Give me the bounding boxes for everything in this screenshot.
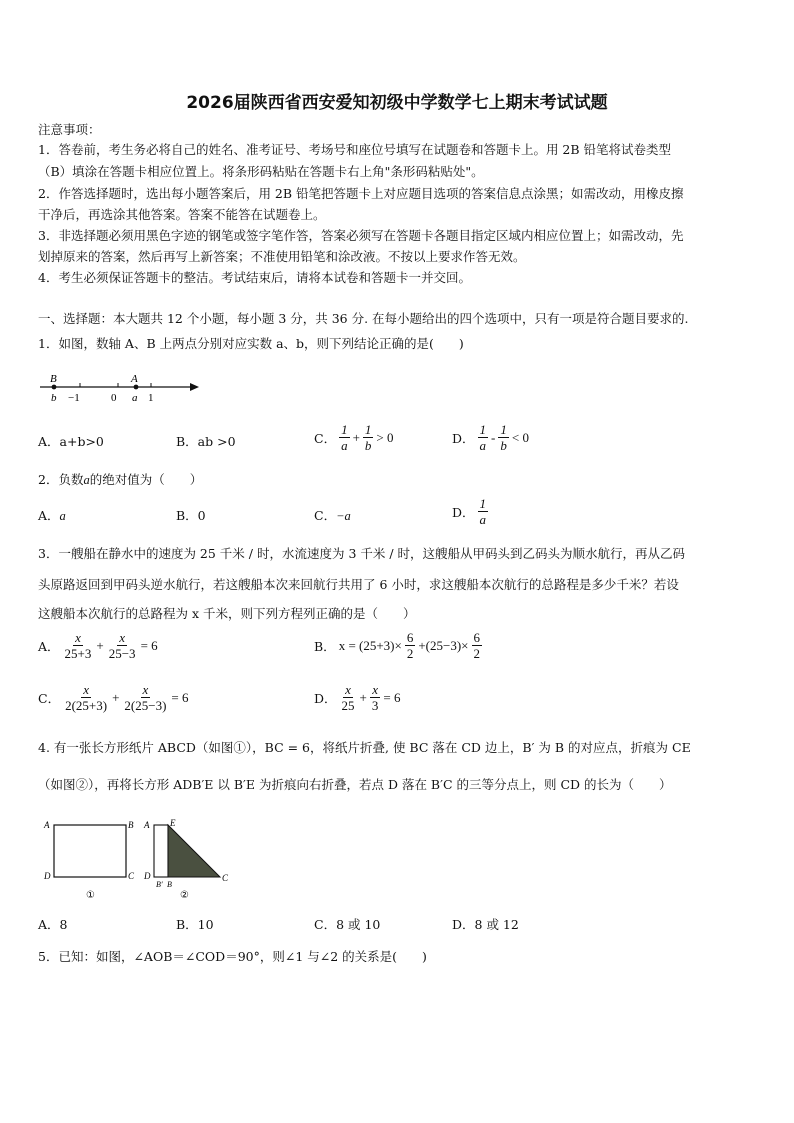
- vertex-A: A: [44, 820, 50, 830]
- q2-option-b[interactable]: B．0: [176, 508, 206, 523]
- fraction: $\frac{1}{b}$: [364, 422, 372, 453]
- question-3-line: 3．一艘船在静水中的速度为 25 千米 / 时，水流速度为 3 千米 / 时，这艘船从甲码头到乙码头为顺水航行，再从乙码: [38, 546, 686, 561]
- q3-option-c[interactable]: [38, 682, 189, 713]
- label-B: B: [50, 373, 57, 385]
- vertex-B: B: [167, 880, 172, 889]
- q1-option-a[interactable]: A．a+b>0: [38, 434, 104, 449]
- fraction: $\frac{x}{2(25-3)}$: [124, 682, 167, 713]
- notice-line: 3．非选择题必须用黑色字迹的钢笔或签字笔作答，答案必须写在答题卡各题目指定区域内相应位置上；如需改动，先: [38, 228, 684, 243]
- operator: +: [352, 429, 360, 445]
- vertex-C: C: [222, 873, 229, 883]
- vertex-B: B: [128, 820, 134, 830]
- label-a: a: [132, 392, 138, 404]
- figure-caption: ②: [180, 890, 189, 901]
- vertex-A: A: [144, 820, 150, 830]
- question-3-line: 头原路返回到甲码头逆水航行，若这艘船本次来回航行共用了 6 小时，求这艘船本次航行的总路程是多少千米？若设: [38, 577, 679, 592]
- figure-caption: ①: [86, 890, 95, 901]
- rectangle-figure-1: [40, 815, 140, 903]
- notice-line: 划掉原来的答案，然后再写上新答案；不准使用铅笔和涂改液。不按以上要求作答无效。: [38, 249, 526, 264]
- q2-option-c[interactable]: [314, 506, 351, 524]
- equals: = 6: [140, 637, 158, 653]
- notice-line: （B）填涂在答题卡相应位置上。将条形码粘贴在答题卡右上角"条形码粘贴处"。: [38, 164, 484, 179]
- option-label: D．: [452, 504, 475, 520]
- option-label: A．: [38, 638, 60, 654]
- option-label: C．: [38, 690, 61, 706]
- equals: = 6: [383, 689, 401, 705]
- fraction: $\frac{1}{a}$: [479, 496, 487, 527]
- fraction: $\frac{1}{a}$: [341, 422, 348, 453]
- label-minus-one: −1: [68, 392, 80, 404]
- question-1-stem: 1．如图，数轴 A、B 上两点分别对应实数 a、b，则下列结论正确的是( ): [38, 336, 464, 351]
- inequality: > 0: [376, 429, 394, 445]
- fraction: $\frac{x}{25}$: [341, 682, 355, 713]
- option-label: D．: [452, 430, 475, 446]
- fraction: $\frac{1}{a}$: [479, 422, 487, 453]
- vertex-D: D: [144, 871, 151, 881]
- expression: x = (25+3)×: [338, 637, 402, 653]
- fraction: $\frac{x}{2(25+3)}$: [65, 682, 108, 713]
- notice-line: 1．答卷前，考生务必将自己的姓名、准考证号、考场号和座位号填写在试题卷和答题卡上。用 2B 铅笔将试卷类型: [38, 142, 672, 157]
- option-value: a: [59, 509, 66, 523]
- question-4-line: （如图②），再将长方形 ADB′E 以 B′E 为折痕向右折叠，若点 D 落在 B′C 的三等分点上，则 CD 的长为（ ）: [38, 777, 672, 792]
- vertex-E: E: [170, 818, 176, 828]
- q3-option-d[interactable]: [314, 682, 400, 713]
- variable: a: [83, 473, 90, 487]
- fraction: $\frac{x}{25+3}$: [64, 630, 92, 661]
- stem-text: 2．负数: [38, 472, 84, 487]
- notice-heading: 注意事项：: [38, 122, 101, 137]
- section-heading: 一、选择题：本大题共 12 个小题，每小题 3 分，共 36 分. 在每小题给出的四个选项中，只有一项是符合题目要求的.: [38, 311, 689, 326]
- q2-option-d[interactable]: [452, 496, 488, 527]
- strip-adb-e: [154, 825, 168, 877]
- number-line-figure: [36, 370, 206, 408]
- q3-option-a[interactable]: [38, 630, 158, 661]
- equals: = 6: [171, 689, 189, 705]
- label-zero: 0: [111, 392, 117, 404]
- question-2-stem: [38, 470, 202, 488]
- operator: -: [491, 429, 496, 445]
- question-3-line: 这艘船本次航行的总路程为 x 千米，则下列方程列正确的是（ ）: [38, 606, 416, 621]
- fraction: $\frac{1}{b}$: [500, 422, 507, 453]
- q4-option-a[interactable]: A．8: [38, 917, 68, 932]
- folded-triangle: [168, 825, 220, 877]
- q1-option-c[interactable]: [314, 422, 394, 453]
- fraction: $\frac{x}{3}$: [371, 682, 379, 713]
- label-b: b: [51, 392, 57, 404]
- vertex-B-prime: B′: [156, 880, 163, 889]
- vertex-D: D: [44, 871, 51, 881]
- option-label: C．: [314, 430, 337, 446]
- notice-line: 干净后，再选涂其他答案。答案不能答在试题卷上。: [38, 207, 326, 222]
- rectangle-abcd: [54, 825, 126, 877]
- fraction: $\frac{x}{25-3}$: [108, 630, 136, 661]
- point-b: [52, 385, 57, 390]
- question-4-line: 4. 有一张长方形纸片 ABCD（如图①），BC = 6，将纸片折叠, 使 BC 落在 CD 边上，B′ 为 B 的对应点，折痕为 CE: [38, 740, 691, 755]
- operator: +: [96, 637, 104, 653]
- option-label: C．: [314, 508, 337, 523]
- label-A: A: [131, 373, 138, 385]
- point-a: [134, 385, 139, 390]
- stem-text: 的绝对值为（ ）: [89, 472, 203, 487]
- q4-option-b[interactable]: B．10: [176, 917, 214, 932]
- expression: +(25−3)×: [418, 637, 469, 653]
- operator: +: [112, 689, 120, 705]
- notice-line: 2．作答选择题时，选出每小题答案后，用 2B 铅笔把答题卡上对应题目选项的答案信息点涂黑；如需改动，用橡皮擦: [38, 186, 684, 201]
- label-one: 1: [148, 392, 154, 404]
- option-value: −a: [336, 509, 351, 523]
- question-5-stem: 5．已知：如图，∠AOB＝∠COD＝90°，则∠1 与∠2 的关系是( ): [38, 949, 427, 964]
- q4-option-c[interactable]: C．8 或 10: [314, 917, 381, 932]
- notice-line: 4．考生必须保证答题卡的整洁。考试结束后，请将本试卷和答题卡一并交回。: [38, 270, 471, 285]
- fraction: $\frac{6}{2}$: [473, 630, 480, 661]
- option-label: A．: [38, 508, 60, 523]
- page-title: 2026届陕西省西安爱知初级中学数学七上期末考试试题: [186, 93, 608, 113]
- vertex-C: C: [128, 871, 135, 881]
- q3-option-b[interactable]: [314, 630, 482, 661]
- operator: +: [359, 689, 367, 705]
- q1-option-b[interactable]: B．ab >0: [176, 434, 236, 449]
- option-label: B．: [314, 638, 336, 654]
- arrow-icon: [190, 383, 199, 391]
- q4-option-d[interactable]: D．8 或 12: [452, 917, 519, 932]
- option-label: D．: [314, 690, 337, 706]
- fraction: $\frac{6}{2}$: [406, 630, 414, 661]
- folded-figure-2: [140, 815, 240, 903]
- q1-option-d[interactable]: [452, 422, 529, 453]
- q2-option-a[interactable]: [38, 506, 66, 524]
- inequality: < 0: [511, 429, 529, 445]
